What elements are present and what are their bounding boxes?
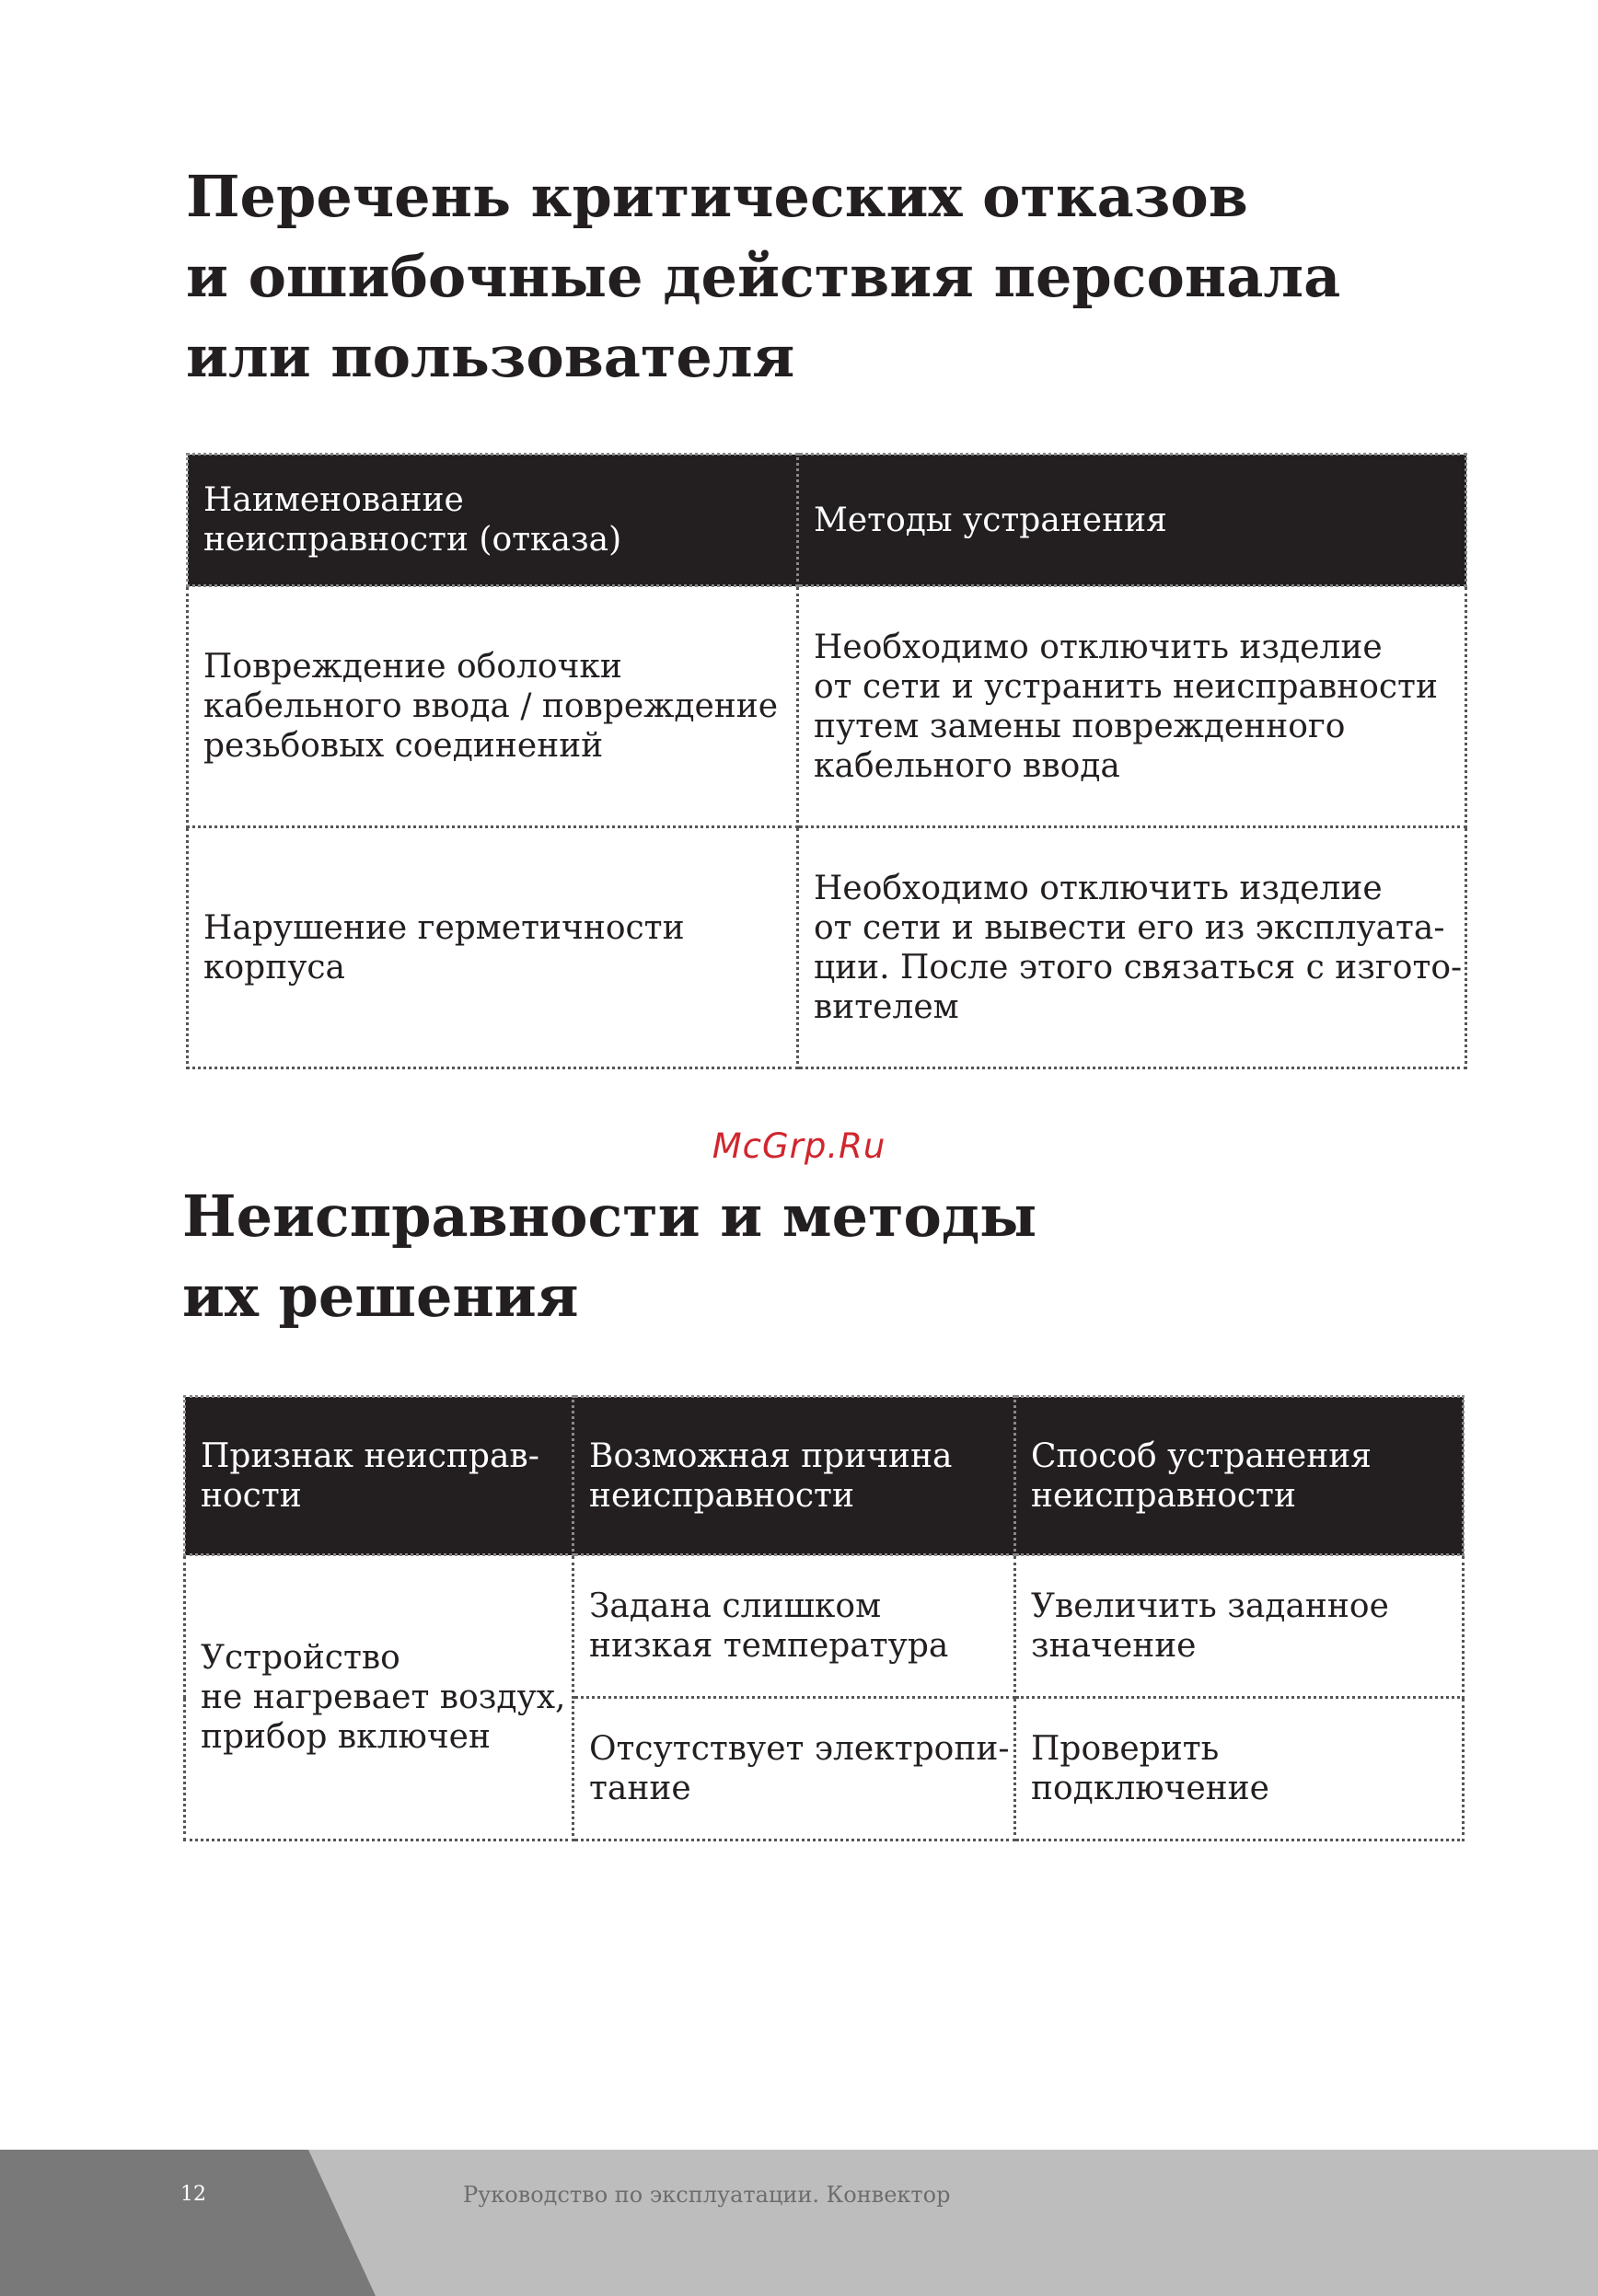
header-line: Наименование: [203, 481, 464, 519]
cell-line: Нарушение герметичности: [203, 908, 685, 947]
cell-line: кабельного ввода: [814, 746, 1120, 785]
header-remedy: [798, 455, 1466, 586]
header-symptom: [185, 1397, 573, 1555]
section-2-title: [182, 1176, 1036, 1336]
footer-band: [0, 2150, 1598, 2296]
header-line: Способ устранения: [1031, 1436, 1372, 1475]
remedy-cell: [798, 586, 1466, 827]
cell-line: ции. После этого связаться с изгото-: [814, 948, 1463, 986]
header-line: неисправности (отказа): [203, 521, 622, 559]
cell-line: Повреждение оболочки: [203, 648, 622, 686]
cell-line: резьбовых соединений: [203, 727, 604, 765]
header-line: неисправности: [1031, 1476, 1296, 1515]
troubleshooting-table: [183, 1395, 1465, 1841]
table-header-row: [185, 1397, 1464, 1555]
header-line: неисправности: [589, 1476, 854, 1515]
page-footer: [0, 2150, 1598, 2296]
cell-line: низкая температура: [589, 1627, 949, 1665]
remedy-cell: [798, 827, 1466, 1068]
table-row: [188, 827, 1466, 1068]
header-failure-name: [188, 455, 798, 586]
cell-line: корпуса: [203, 948, 346, 986]
footer-document-title: Руководство по эксплуатации. Конвектор: [463, 2182, 951, 2208]
cell-line: значение: [1031, 1627, 1197, 1665]
cell-line: Увеличить заданное: [1031, 1587, 1389, 1625]
title-line: Неисправности и методы: [182, 1183, 1037, 1250]
cell-line: Необходимо отключить изделие: [814, 869, 1383, 907]
symptom-cell: [185, 1555, 573, 1840]
cell-line: кабельного ввода / повреждение: [203, 687, 779, 725]
header-line: ности: [201, 1476, 302, 1515]
failure-cell: [188, 586, 798, 827]
header-line: Признак неисправ-: [201, 1436, 539, 1475]
title-line: или пользователя: [186, 323, 795, 390]
cell-line: прибор включен: [201, 1718, 491, 1756]
cell-line: путем замены поврежденного: [814, 707, 1346, 745]
title-line: Перечень критических отказов: [186, 163, 1248, 230]
cell-line: Отсутствует электропи-: [589, 1730, 1010, 1768]
failure-cell: [188, 827, 798, 1068]
cell-line: вителем: [814, 987, 959, 1026]
fix-cell: [1015, 1555, 1464, 1698]
page-number: 12: [180, 2183, 206, 2206]
table-row: [188, 586, 1466, 827]
cell-line: Задана слишком: [589, 1587, 882, 1625]
cell-line: Проверить: [1031, 1730, 1220, 1768]
header-cause: [573, 1397, 1015, 1555]
table-row: [185, 1555, 1464, 1698]
header-fix: [1015, 1397, 1464, 1555]
cell-line: подключение: [1031, 1770, 1269, 1807]
cause-cell: [573, 1698, 1015, 1840]
table-header-row: [188, 455, 1466, 586]
cell-line: Устройство: [201, 1639, 400, 1677]
cell-line: Необходимо отключить изделие: [814, 628, 1383, 666]
section-1-title: [186, 156, 1340, 397]
fix-cell: [1015, 1698, 1464, 1840]
critical-failures-table: [186, 453, 1467, 1069]
cell-line: не нагревает воздух,: [201, 1679, 566, 1716]
title-line: и ошибочные действия персонала: [186, 243, 1341, 310]
watermark: McGrp.Ru: [712, 1126, 886, 1166]
cause-cell: [573, 1555, 1015, 1698]
header-line: Возможная причина: [589, 1436, 953, 1475]
cell-line: от сети и устранить неисправности: [814, 667, 1438, 706]
title-line: их решения: [182, 1263, 579, 1330]
cell-line: тание: [589, 1770, 691, 1807]
header-line: Методы устранения: [814, 501, 1167, 539]
cell-line: от сети и вывести его из эксплуата-: [814, 908, 1445, 947]
